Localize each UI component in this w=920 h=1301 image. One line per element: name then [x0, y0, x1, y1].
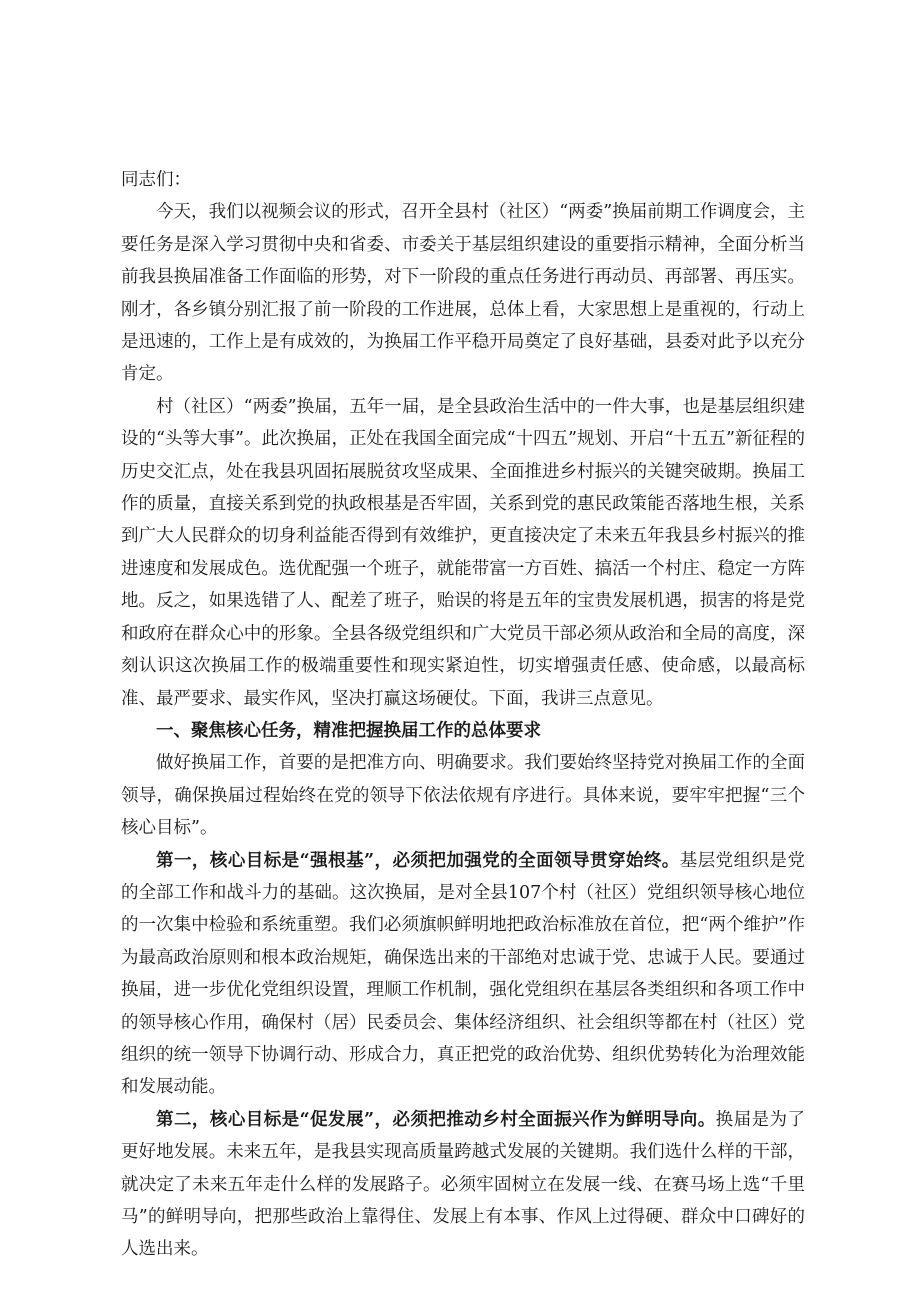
- paragraph-goal-2: [121, 1104, 805, 1266]
- salutation: 同志们：: [121, 170, 191, 190]
- paragraph-opening: 今天，我们以视频会议的形式，召开全县村（社区）“两委”换届前期工作调度会，主要任务是深入学习贯彻中央和省委、市委关于基层组织建设的重要指示精神，全面分析当前我县换届准备工作面临的形势，对下一阶段的重点任务进行再动员、再部署、再压实。刚才，各乡镇分别汇报了前一阶段的工作进展，总体上看，大家思想上是重视的，行动上是迅速的，工作上是有成效的，为换届工作平稳开局奠定了良好基础，县委对此予以充分肯定。: [121, 202, 805, 385]
- paragraph-significance: 村（社区）“两委”换届，五年一届，是全县政治生活中的一件大事，也是基层组织建设的“头等大事”。此次换届，正处在我国全面完成“十四五”规划、开启“十五五”新征程的历史交汇点，处在我县巩固拓展脱贫攻坚成果、全面推进乡村振兴的关键突破期。换届工作的质量，直接关系到党的执政根基是否牢固，关系到党的惠民政策能否落地生根，关系到广大人民群众的切身利益能否得到有效维护，更直接决定了未来五年我县乡村振兴的推进速度和发展成色。选优配强一个班子，就能带富一方百姓、搞活一个村庄、稳定一方阵地。反之，如果选错了人、配差了班子，贻误的将是五年的宝贵发展机遇，损害的将是党和政府在群众心中的形象。全县各级党组织和广大党员干部必须从政治和全局的高度，深刻认识这次换届工作的极端重要性和现实紧迫性，切实增强责任感、使命感，以最高标准、最严要求、最实作风，坚决打赢这场硬仗。下面，我讲三点意见。: [121, 396, 805, 709]
- goal-1-lead: 第一，核心目标是“强根基”，必须把加强党的全面领导贯穿始终。: [156, 850, 680, 871]
- paragraph-goal-1: [121, 845, 805, 1104]
- document-page: [121, 164, 805, 1266]
- goal-2-body: 换届是为了更好地发展。未来五年，是我县实现高质量跨越式发展的关键期。我们选什么样的干部，就决定了未来五年走什么样的发展路子。必须牢固树立在发展一线、在赛马场上选“千里马”的鲜明导向，把那些政治上靠得住、发展上有本事、作风上过得硬、群众中口碑好的人选出来。: [121, 1109, 805, 1260]
- paragraph-section-intro: 做好换届工作，首要的是把准方向、明确要求。我们要始终坚持党对换届工作的全面领导，确保换届过程始终在党的领导下依法依规有序进行。具体来说，要牢牢把握“三个核心目标”。: [121, 753, 805, 839]
- goal-1-body: 基层党组织是党的全部工作和战斗力的基础。这次换届，是对全县107个村（社区）党组织领导核心地位的一次集中检验和系统重塑。我们必须旗帜鲜明地把政治标准放在首位，把“两个维护”作为最高政治原则和根本政治规矩，确保选出来的干部绝对忠诚于党、忠诚于人民。要通过换届，进一步优化党组织设置，理顺工作机制，强化党组织在基层各类组织和各项工作中的领导核心作用，确保村（居）民委员会、集体经济组织、社会组织等都在村（社区）党组织的统一领导下协调行动、形成合力，真正把党的政治优势、组织优势转化为治理效能和发展动能。: [121, 850, 805, 1098]
- section-heading-1: 一、聚焦核心任务，精准把握换届工作的总体要求: [156, 720, 541, 741]
- goal-2-lead: 第二，核心目标是“促发展”，必须把推动乡村全面振兴作为鲜明导向。: [156, 1109, 716, 1130]
